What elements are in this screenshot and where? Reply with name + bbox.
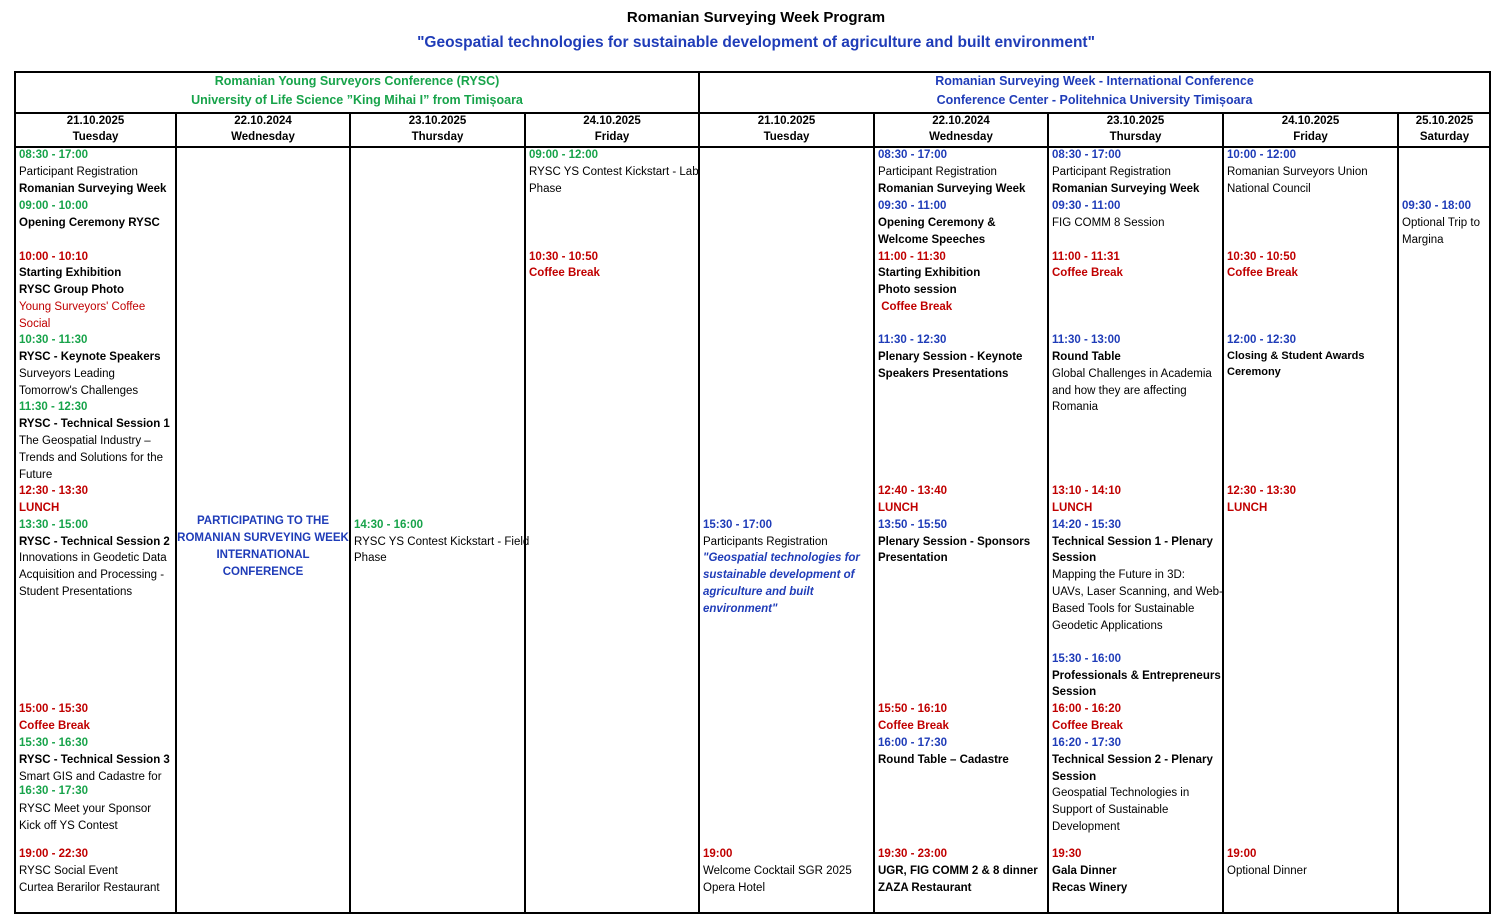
col-header xyxy=(875,114,1047,147)
time-slot: 11:30 - 12:30 xyxy=(19,401,88,413)
col-header xyxy=(1224,114,1397,147)
time-slot: 09:30 - 11:00 xyxy=(1052,200,1121,212)
participating-note xyxy=(177,513,349,581)
event-text: RYSC Social Event xyxy=(19,865,118,877)
event-title: ZAZA Restaurant xyxy=(878,882,972,894)
col-header xyxy=(16,114,175,147)
time-slot: 15:00 - 15:30 xyxy=(19,703,89,715)
time-slot: 09:30 - 18:00 xyxy=(1402,200,1472,212)
event-title: Professionals & Entrepreneurs xyxy=(1052,670,1221,682)
event-title: RYSC - Technical Session 2 xyxy=(19,536,170,548)
time-slot: 11:00 - 11:31 xyxy=(1052,251,1120,263)
col-header xyxy=(177,114,349,147)
time-slot: 16:00 - 16:20 xyxy=(1052,703,1122,715)
col-divider xyxy=(349,113,351,913)
time-slot: 19:00 xyxy=(703,848,733,860)
event-title: Speakers Presentations xyxy=(878,368,1009,380)
coffee-break: Coffee Break xyxy=(1052,267,1123,279)
time-slot: 19:00 xyxy=(1227,848,1257,860)
time-slot: 13:30 - 15:00 xyxy=(19,519,89,531)
coffee-break: Coffee Break xyxy=(878,720,949,732)
col-day: Tuesday xyxy=(763,130,810,143)
col-date: 22.10.2024 xyxy=(234,115,292,127)
event-text: Romanian Surveyors Union xyxy=(1227,166,1368,178)
event-text: The Geospatial Industry – xyxy=(19,435,151,447)
event-text: Phase xyxy=(529,183,562,195)
event-title: Round Table – Cadastre xyxy=(878,754,1009,766)
event-text: Margina xyxy=(1402,234,1444,246)
event-title: Starting Exhibition xyxy=(19,267,122,279)
coffee-break: Coffee Break xyxy=(1227,267,1298,279)
event-title: UGR, FIG COMM 2 & 8 dinner xyxy=(878,865,1038,877)
col-header xyxy=(526,114,698,147)
time-slot: 08:30 - 17:00 xyxy=(1052,149,1122,161)
event-title: Session xyxy=(1052,771,1097,783)
event-title: Photo session xyxy=(878,284,957,296)
event-text: Surveyors Leading xyxy=(19,368,115,380)
col-day: Wednesday xyxy=(929,130,993,143)
note-line: PARTICIPATING TO THE xyxy=(196,515,330,527)
time-slot: 19:30 - 23:00 xyxy=(878,848,948,860)
lunch-label: LUNCH xyxy=(1227,502,1268,514)
event-text: RYSC YS Contest Kickstart - Field xyxy=(354,536,530,548)
col-header xyxy=(351,114,524,147)
time-slot: 11:30 - 12:30 xyxy=(878,334,947,346)
event-title: Romanian Surveying Week xyxy=(1052,183,1200,195)
time-slot: 19:00 - 22:30 xyxy=(19,848,89,860)
event-title: Presentation xyxy=(878,552,948,564)
page-subtitle: "Geospatial technologies for sustainable development of agriculture and built environment" xyxy=(417,34,1095,51)
time-slot: 13:50 - 15:50 xyxy=(878,519,948,531)
time-slot: 16:00 - 17:30 xyxy=(878,737,948,749)
col-date: 24.10.2025 xyxy=(583,115,641,127)
coffee-break: Coffee Break xyxy=(529,267,600,279)
time-slot: 09:00 - 12:00 xyxy=(529,149,599,161)
intl-band-line2: Conference Center - Politehnica University Timișoara xyxy=(936,93,1253,107)
intl-band-line1: Romanian Surveying Week - International Conference xyxy=(935,74,1254,88)
conference-theme: environment" xyxy=(703,603,778,615)
time-slot: 10:00 - 12:00 xyxy=(1227,149,1297,161)
col-header xyxy=(1399,114,1490,147)
time-slot: 15:30 - 16:30 xyxy=(19,737,89,749)
time-slot: 13:10 - 14:10 xyxy=(1052,485,1122,497)
col-day: Thursday xyxy=(1109,130,1162,143)
col-divider xyxy=(1397,113,1399,913)
event-title: Round Table xyxy=(1052,351,1121,363)
section-divider xyxy=(698,72,700,913)
event-text: Geodetic Applications xyxy=(1052,620,1163,632)
event-text: Trends and Solutions for the xyxy=(19,452,164,464)
event-text: Support of Sustainable xyxy=(1052,804,1169,816)
event-text: Kick off YS Contest xyxy=(19,820,118,832)
event-text: Acquisition and Processing - xyxy=(19,569,165,581)
event-text: Participant Registration xyxy=(878,166,997,178)
conference-theme: sustainable development of xyxy=(703,569,855,581)
time-slot: 15:30 - 17:00 xyxy=(703,519,773,531)
time-slot: 12:30 - 13:30 xyxy=(1227,485,1297,497)
event-text: UAVs, Laser Scanning, and Web- xyxy=(1052,586,1223,598)
time-slot: 08:30 - 17:00 xyxy=(878,149,948,161)
col-day: Thursday xyxy=(411,130,464,143)
event-text: FIG COMM 8 Session xyxy=(1052,217,1165,229)
event-title: Ceremony xyxy=(1227,366,1281,378)
event-title: Session xyxy=(1052,686,1097,698)
col-header xyxy=(700,114,873,147)
event-text: Young Surveyors' Coffee xyxy=(19,301,146,313)
event-text: Welcome Cocktail SGR 2025 xyxy=(703,865,852,877)
event-text: Romania xyxy=(1052,401,1099,413)
lunch-label: LUNCH xyxy=(878,502,919,514)
event-title: Welcome Speeches xyxy=(878,234,986,246)
col-day: Wednesday xyxy=(231,130,295,143)
event-title: RYSC - Technical Session 3 xyxy=(19,754,170,766)
col-day: Friday xyxy=(594,130,630,143)
time-slot: 15:50 - 16:10 xyxy=(878,703,948,715)
note-line: ROMANIAN SURVEYING WEEK xyxy=(177,532,349,544)
event-title: Opening Ceremony & xyxy=(878,217,996,229)
col-date: 21.10.2025 xyxy=(757,115,816,127)
event-text: Mapping the Future in 3D: xyxy=(1052,569,1185,581)
event-title: Closing & Student Awards xyxy=(1227,350,1365,362)
event-text: Participant Registration xyxy=(19,166,138,178)
event-title: RYSC Group Photo xyxy=(19,284,124,296)
event-text: Participants Registration xyxy=(703,536,828,548)
event-text: Social xyxy=(19,318,51,330)
time-slot: 19:30 xyxy=(1052,848,1082,860)
coffee-break: Coffee Break xyxy=(19,720,90,732)
event-text: Future xyxy=(19,469,53,481)
event-title: Starting Exhibition xyxy=(878,267,981,279)
col-divider xyxy=(1047,113,1049,913)
col-divider xyxy=(1222,113,1224,913)
time-slot: 11:00 - 11:30 xyxy=(878,251,946,263)
event-title: Session xyxy=(1052,552,1097,564)
time-slot: 12:30 - 13:30 xyxy=(19,485,89,497)
col-date: 25.10.2025 xyxy=(1415,115,1474,127)
col-day: Saturday xyxy=(1419,130,1470,143)
event-text: Opera Hotel xyxy=(703,882,766,894)
event-title: Opening Ceremony RYSC xyxy=(19,217,160,229)
event-title: RYSC - Keynote Speakers xyxy=(19,351,161,363)
time-slot: 16:20 - 17:30 xyxy=(1052,737,1122,749)
conference-theme: "Geospatial technologies for xyxy=(703,552,860,564)
col-day: Friday xyxy=(1293,130,1328,143)
col-date: 21.10.2025 xyxy=(66,115,125,127)
rysc-band-line1: Romanian Young Surveyors Conference (RYSC) xyxy=(214,74,500,88)
note-line: INTERNATIONAL CONFERENCE xyxy=(216,549,310,578)
time-slot: 10:30 - 10:50 xyxy=(529,251,599,263)
event-text: RYSC Meet your Sponsor xyxy=(19,803,152,815)
event-text: Geospatial Technologies in xyxy=(1052,787,1190,799)
intl-band xyxy=(700,72,1489,110)
rysc-band xyxy=(16,72,698,110)
col-divider xyxy=(873,113,875,913)
event-text: Tomorrow's Challenges xyxy=(19,385,139,397)
event-text: Development xyxy=(1052,821,1120,833)
col-header xyxy=(1049,114,1222,147)
col-divider xyxy=(524,113,526,913)
event-title: Technical Session 1 - Plenary xyxy=(1052,536,1213,548)
event-title: Recas Winery xyxy=(1052,882,1128,894)
lunch-label: LUNCH xyxy=(1052,502,1093,514)
time-slot: 14:30 - 16:00 xyxy=(354,519,424,531)
time-slot: 12:40 - 13:40 xyxy=(878,485,948,497)
event-text: Optional Trip to xyxy=(1402,217,1480,229)
event-title: Technical Session 2 - Plenary xyxy=(1052,754,1213,766)
time-slot: 09:30 - 11:00 xyxy=(878,200,947,212)
event-title: RYSC - Technical Session 1 xyxy=(19,418,170,430)
col-date: 23.10.2025 xyxy=(1106,115,1165,127)
event-title: Gala Dinner xyxy=(1052,865,1117,877)
col-date: 23.10.2025 xyxy=(408,115,467,127)
coffee-break: Coffee Break xyxy=(1052,720,1123,732)
coffee-break: Coffee Break xyxy=(878,301,953,313)
event-text: Optional Dinner xyxy=(1227,865,1307,877)
time-slot: 12:00 - 12:30 xyxy=(1227,334,1297,346)
page-title: Romanian Surveying Week Program xyxy=(626,9,886,26)
event-text: and how they are affecting xyxy=(1052,385,1187,397)
lunch-label: LUNCH xyxy=(19,502,60,514)
event-title: Plenary Session - Sponsors xyxy=(878,536,1031,548)
event-title: Plenary Session - Keynote xyxy=(878,351,1023,363)
time-slot: 15:30 - 16:00 xyxy=(1052,653,1122,665)
event-text: Curtea Berarilor Restaurant xyxy=(19,882,160,894)
time-slot: 09:00 - 10:00 xyxy=(19,200,89,212)
event-text: Smart GIS and Cadastre for xyxy=(19,771,162,783)
conference-theme: agriculture and built xyxy=(703,586,814,598)
time-slot: 14:20 - 15:30 xyxy=(1052,519,1122,531)
event-text: RYSC YS Contest Kickstart - Lab xyxy=(529,166,699,178)
event-text: Global Challenges in Academia xyxy=(1052,368,1212,380)
event-title: Romanian Surveying Week xyxy=(878,183,1026,195)
rysc-band-line2: University of Life Science ”King Mihai I” from Timișoara xyxy=(191,93,523,107)
event-text: Participant Registration xyxy=(1052,166,1171,178)
time-slot: 10:00 - 10:10 xyxy=(19,251,89,263)
col-day: Tuesday xyxy=(72,130,119,143)
event-text: National Council xyxy=(1227,183,1311,195)
time-slot: 10:30 - 11:30 xyxy=(19,334,88,346)
event-text: Innovations in Geodetic Data xyxy=(19,552,167,564)
col-date: 22.10.2024 xyxy=(932,115,990,127)
event-text: Based Tools for Sustainable xyxy=(1052,603,1195,615)
time-slot: 16:30 - 17:30 xyxy=(19,785,89,797)
time-slot: 08:30 - 17:00 xyxy=(19,149,89,161)
event-text: Phase xyxy=(354,552,387,564)
time-slot: 10:30 - 10:50 xyxy=(1227,251,1297,263)
time-slot: 11:30 - 13:00 xyxy=(1052,334,1121,346)
event-title: Romanian Surveying Week xyxy=(19,183,167,195)
col-date: 24.10.2025 xyxy=(1281,115,1340,127)
event-text: Student Presentations xyxy=(19,586,133,598)
